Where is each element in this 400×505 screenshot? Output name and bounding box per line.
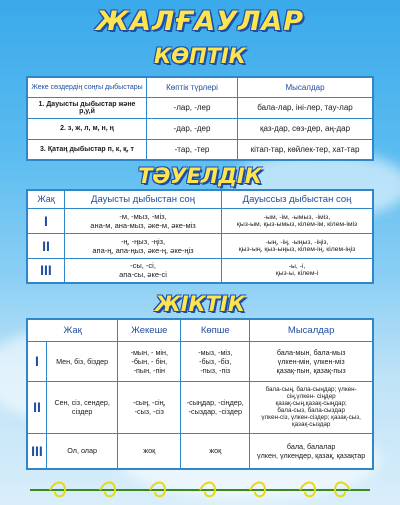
taueldik-heading: ТӘУЕЛДІК xyxy=(138,164,262,188)
header-forms: Көптік түрлері xyxy=(147,77,238,97)
ornament-border xyxy=(30,480,370,500)
page-title: ЖАЛҒАУЛАР xyxy=(95,6,305,37)
header-singular: Жекеше xyxy=(118,319,181,341)
header-person: Жақ xyxy=(27,190,65,208)
taueldik-table xyxy=(26,189,374,284)
zhiktik-table xyxy=(26,318,374,470)
header-consonant: Дауыссыз дыбыстан соң xyxy=(222,190,374,208)
header-person: Жақ xyxy=(27,319,118,341)
header-rule: Жеке сөздердің соңғы дыбыстары xyxy=(27,77,147,97)
zhiktik-heading: ЖІКТІК xyxy=(155,292,245,316)
table-row: I -м, -мыз, -міз, ана-м, ана-мыз, әке-м, әке-міз -ым, -ім, -ымыз, -іміз, қыз-ым, қыз-ымыз, кілем-ім, кілем-іміз xyxy=(27,208,373,233)
table-row: III Ол, олар жоқ жоқ бала, балалар үлкен, үлкендер, қазақ, қазақтар xyxy=(27,433,373,469)
table-row: I Мен, біз, біздер -мын, - мін, -бын, - бін, -пын, -пін -мыз, -міз, -быз, -біз, -пыз, -піз бала-мын, бала-мыз үлкен-мін, үлкен-міз қазақ-пын, қазақ-пыз xyxy=(27,341,373,381)
table-row: 2. з, ж, л, м, н, ң -дар, -дер қаз-дар, сөз-дер, аң-дар xyxy=(27,118,373,139)
table-row: II Сен, сіз, сендер, сіздер -сың, -сің, -сыз, -сіз -сыңдар, -сіңдер, -сыздар, -сіздер бала-сың, бала-сыңдар; үлкен-сің,үлкен- сіңдер қазақ-сың,қазақ-сыңдар; бала-сыз, бала-сыздар үлкен-сіз, үлкен-сіздер; қазақ-сыз, қазақ-сыздар xyxy=(27,381,373,433)
table-row: III -сы, -сі, апа-сы, әке-сі -ы, -і, қыз-ы, кілем-і xyxy=(27,258,373,283)
koptik-table xyxy=(26,76,374,161)
header-examples: Мысалдар xyxy=(250,319,373,341)
table-row: 3. Қатаң дыбыстар п, к, қ, т -тар, -тер кітап-тар, көйлек-тер, хат-тар xyxy=(27,139,373,160)
table-row: 1. Дауысты дыбыстар және р,у,й -лар, -лер бала-лар, іні-лер, тау-лар xyxy=(27,97,373,118)
header-vowel: Дауысты дыбыстан соң xyxy=(65,190,222,208)
header-plural: Көпше xyxy=(181,319,250,341)
table-row: II -ң, -ңыз, -ңіз, апа-ң, апа-ңыз, әке-ң, әке-ңіз -ың, -ің, -ыңыз, -іңіз, қыз-ың, қыз-ыңыз, кілем-ің, кілем-іңіз xyxy=(27,233,373,258)
header-examples: Мысалдар xyxy=(238,77,374,97)
koptik-heading: КӨПТІК xyxy=(154,44,246,68)
